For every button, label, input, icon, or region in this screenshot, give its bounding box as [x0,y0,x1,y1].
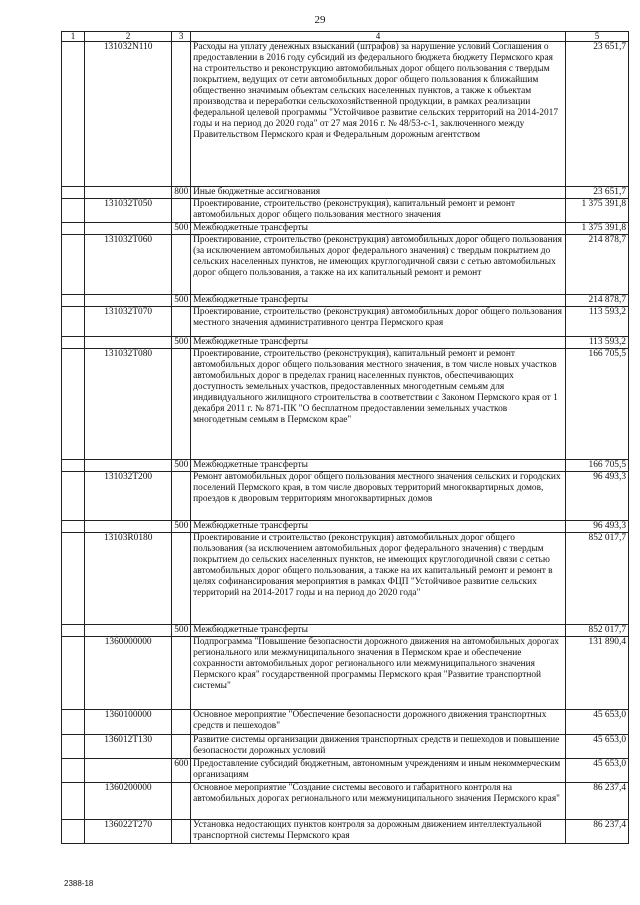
table-row [62,710,629,735]
amount-cell: 166 705,5 [565,460,628,472]
expense-type-cell: 800 [172,187,191,199]
target-code-cell: 131032T070 [85,307,172,337]
amount-cell: 23 651,7 [565,42,628,187]
description-cell: Основное мероприятие "Создание системы весового и габаритного контроля на автомобильных дорогах регионального или межмуниципального значения Пермского края" [191,783,566,820]
amount-cell: 86 237,4 [565,820,628,844]
description-cell: Ремонт автомобильных дорог общего пользования местного значения сельских и городских поселений Пермского края, в том числе дворовых территорий многоквартирных домов, проездов к дворовым территориям многоквартирных домов [191,472,566,521]
amount-cell: 113 593,2 [565,337,628,349]
table-row [62,199,629,223]
table-row [62,349,629,460]
amount-cell: 113 593,2 [565,307,628,337]
expense-type-cell [172,472,191,521]
target-code-cell [85,625,172,637]
table-row [62,637,629,710]
table-row [62,187,629,199]
target-code-cell: 1360000000 [85,637,172,710]
section-cell [62,187,85,199]
table-row [62,337,629,349]
column-header: 3 [172,32,191,42]
target-code-cell: 131032N110 [85,42,172,187]
description-cell: Межбюджетные трансферты [191,460,566,472]
amount-cell: 86 237,4 [565,783,628,820]
expense-type-cell [172,307,191,337]
table-row [62,735,629,759]
table-row [62,42,629,187]
amount-cell: 852 017,7 [565,533,628,625]
target-code-cell [85,337,172,349]
column-header: 4 [191,32,566,42]
description-cell: Установка недостающих пунктов контроля за дорожным движением интеллектуальной транспортной системы Пермского края [191,820,566,844]
table-row [62,460,629,472]
table-row [62,472,629,521]
section-cell [62,42,85,187]
amount-cell: 131 890,4 [565,637,628,710]
expense-type-cell [172,235,191,295]
target-code-cell: 131032T200 [85,472,172,521]
table-row [62,820,629,844]
expense-type-cell: 500 [172,223,191,235]
description-cell: Межбюджетные трансферты [191,223,566,235]
footer-code: 2388-18 [64,879,94,888]
section-cell [62,307,85,337]
column-header: 2 [85,32,172,42]
section-cell [62,637,85,710]
amount-cell: 23 651,7 [565,187,628,199]
expense-type-cell [172,783,191,820]
section-cell [62,625,85,637]
expense-type-cell [172,637,191,710]
expense-type-cell [172,710,191,735]
target-code-cell: 131032T060 [85,235,172,295]
target-code-cell: 136012T130 [85,735,172,759]
amount-cell: 1 375 391,8 [565,223,628,235]
table-row [62,223,629,235]
description-cell: Межбюджетные трансферты [191,295,566,307]
amount-cell: 166 705,5 [565,349,628,460]
amount-cell: 96 493,3 [565,472,628,521]
section-cell [62,759,85,783]
expense-type-cell [172,349,191,460]
expense-type-cell: 500 [172,625,191,637]
description-cell: Основное мероприятие "Обеспечение безопасности дорожного движения транспортных средств и пешеходов" [191,710,566,735]
section-cell [62,349,85,460]
target-code-cell: 1360200000 [85,783,172,820]
table-header-row [62,32,629,42]
target-code-cell: 1360100000 [85,710,172,735]
description-cell: Проектирование, строительство (реконструкция) автомобильных дорог общего пользования (за исключением автомобильных дорог федерального значения) с твердым покрытием до сельских населенных пунктов, не имеющих круглогодичной связи с сетью автомобильных дорог общего пользования, а также на их капитальный ремонт и ремонт [191,235,566,295]
table-row [62,235,629,295]
amount-cell: 45 653,0 [565,759,628,783]
description-cell: Межбюджетные трансферты [191,337,566,349]
page-number: 29 [314,14,326,26]
table-row [62,533,629,625]
description-cell: Проектирование, строительство (реконструкция), капитальный ремонт и ремонт автомобильных дорог общего пользования местного значения [191,199,566,223]
expense-type-cell: 500 [172,521,191,533]
table-row [62,521,629,533]
amount-cell: 45 653,0 [565,710,628,735]
description-cell: Межбюджетные трансферты [191,625,566,637]
budget-table [61,31,629,844]
description-cell: Межбюджетные трансферты [191,521,566,533]
description-cell: Подпрограмма "Повышение безопасности дорожного движения на автомобильных дорогах регионального или межмуниципального значения в Пермском крае и обеспечение сохранности автомобильных дорог регионального или межмуниципального значения Пермского края" государственной программы Пермского края "Развитие транспортной системы" [191,637,566,710]
section-cell [62,235,85,295]
table-row [62,783,629,820]
expense-type-cell: 500 [172,337,191,349]
expense-type-cell: 500 [172,295,191,307]
table-row [62,295,629,307]
target-code-cell [85,295,172,307]
amount-cell: 214 878,7 [565,235,628,295]
description-cell: Проектирование, строительство (реконструкция) автомобильных дорог общего пользования местного значения административного центра Пермского края [191,307,566,337]
amount-cell: 96 493,3 [565,521,628,533]
amount-cell: 852 017,7 [565,625,628,637]
expense-type-cell: 500 [172,460,191,472]
description-cell: Проектирование, строительство (реконструкция), капитальный ремонт и ремонт автомобильных дорог общего пользования местного значения, в том числе новых участков автомобильных дорог в пределах границ населенных пунктов, обеспечивающих доступность земельных участков, предоставленных многодетным семьям для индивидуального жилищного строительства в соответствии с Законом Пермского края от 1 декабря 2011 г. № 871-ПК "О бесплатном предоставлении земельных участков многодетным семьям в Пермском крае" [191,349,566,460]
target-code-cell: 131032T050 [85,199,172,223]
table-row [62,307,629,337]
target-code-cell [85,521,172,533]
target-code-cell [85,460,172,472]
expense-type-cell [172,533,191,625]
section-cell [62,337,85,349]
expense-type-cell [172,42,191,187]
section-cell [62,783,85,820]
target-code-cell [85,187,172,199]
section-cell [62,521,85,533]
target-code-cell [85,223,172,235]
section-cell [62,735,85,759]
column-header: 5 [565,32,628,42]
target-code-cell: 131032T080 [85,349,172,460]
section-cell [62,710,85,735]
target-code-cell [85,759,172,783]
expense-type-cell [172,820,191,844]
section-cell [62,460,85,472]
section-cell [62,199,85,223]
column-header: 1 [62,32,85,42]
description-cell: Расходы на уплату денежных взысканий (штрафов) за нарушение условий Соглашения о предоставлении в 2016 году субсидий из федерального бюджета бюджету Пермского края на строительство и реконструкцию автомобильных дорог общего пользования с твердым покрытием, ведущих от сети автомобильных дорог общего пользования к ближайшим общественно значимым объектам сельских населенных пунктов, а также к объектам производства и переработки сельскохозяйственной продукции, в рамках реализации федеральной целевой программы "Устойчивое развитие сельских территорий на 2014-2017 годы и на период до 2020 года" от 27 мая 2016 г. № 48/53-с-1, заключенного между Правительством Пермского края и Федеральным дорожным агентством [191,42,566,187]
section-cell [62,472,85,521]
table-row [62,625,629,637]
section-cell [62,820,85,844]
amount-cell: 45 653,0 [565,735,628,759]
table-row [62,759,629,783]
expense-type-cell [172,735,191,759]
target-code-cell: 13103R0180 [85,533,172,625]
section-cell [62,295,85,307]
description-cell: Развитие системы организации движения транспортных средств и пешеходов и повышение безопасности дорожных условий [191,735,566,759]
description-cell: Предоставление субсидий бюджетным, автономным учреждениям и иным некоммерческим организациям [191,759,566,783]
expense-type-cell [172,199,191,223]
section-cell [62,533,85,625]
section-cell [62,223,85,235]
expense-type-cell: 600 [172,759,191,783]
description-cell: Иные бюджетные ассигнования [191,187,566,199]
amount-cell: 1 375 391,8 [565,199,628,223]
amount-cell: 214 878,7 [565,295,628,307]
description-cell: Проектирование и строительство (реконструкция) автомобильных дорог общего пользования (за исключением автомобильных дорог федерального значения) с твердым покрытием до сельских населенных пунктов, не имеющих круглогодичной связи с сетью автомобильных дорог общего пользования, а также на их капитальный ремонт и ремонт в целях софинансирования мероприятия в рамках ФЦП "Устойчивое развитие сельских территорий на 2014-2017 годы и на период до 2020 года" [191,533,566,625]
target-code-cell: 136022T270 [85,820,172,844]
